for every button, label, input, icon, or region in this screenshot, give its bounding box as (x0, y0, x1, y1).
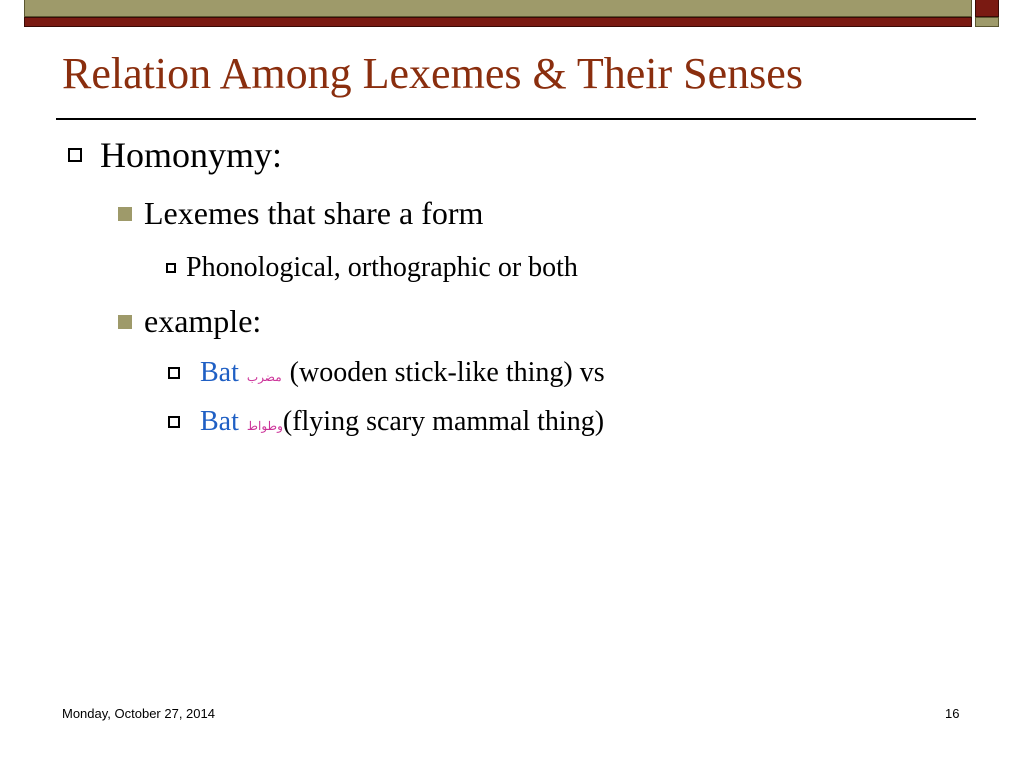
bullet-text: example: (144, 303, 262, 339)
bullet-text: Lexemes that share a form (144, 195, 484, 231)
hollow-square-bullet-icon (166, 263, 176, 273)
bullet-example (116, 303, 261, 340)
bullet-bat-wooden (166, 357, 605, 389)
bullet-phonological (166, 252, 578, 284)
bullet-text: Phonological, orthographic or both (186, 252, 578, 283)
arabic-translation: وطواط (246, 418, 283, 433)
bullet-bat-mammal (166, 406, 604, 438)
filled-square-bullet-icon (118, 207, 132, 221)
footer-page-number: 16 (945, 706, 960, 721)
footer-date: Monday, October 27, 2014 (62, 706, 215, 721)
header-corner-box-top (975, 0, 999, 17)
bullet-lexemes-share (116, 195, 483, 232)
bat-word: Bat (200, 406, 239, 437)
header-corner-box-bottom (975, 17, 999, 27)
filled-square-bullet-icon (118, 315, 132, 329)
slide-title: Relation Among Lexemes & Their Senses (62, 49, 803, 98)
header-band-maroon (24, 17, 972, 27)
hollow-square-bullet-icon (168, 416, 180, 428)
arabic-translation: مضرب (246, 369, 282, 384)
bat-word: Bat (200, 357, 239, 388)
hollow-square-bullet-icon (168, 367, 180, 379)
bullet-text: (wooden stick-like thing) vs (289, 357, 605, 388)
title-divider (56, 118, 976, 120)
hollow-square-bullet-icon (68, 148, 82, 162)
bullet-text: (flying scary mammal thing) (282, 406, 605, 437)
bullet-homonymy (66, 134, 282, 176)
bullet-text: Homonymy: (100, 135, 283, 175)
header-band-olive (24, 0, 972, 17)
